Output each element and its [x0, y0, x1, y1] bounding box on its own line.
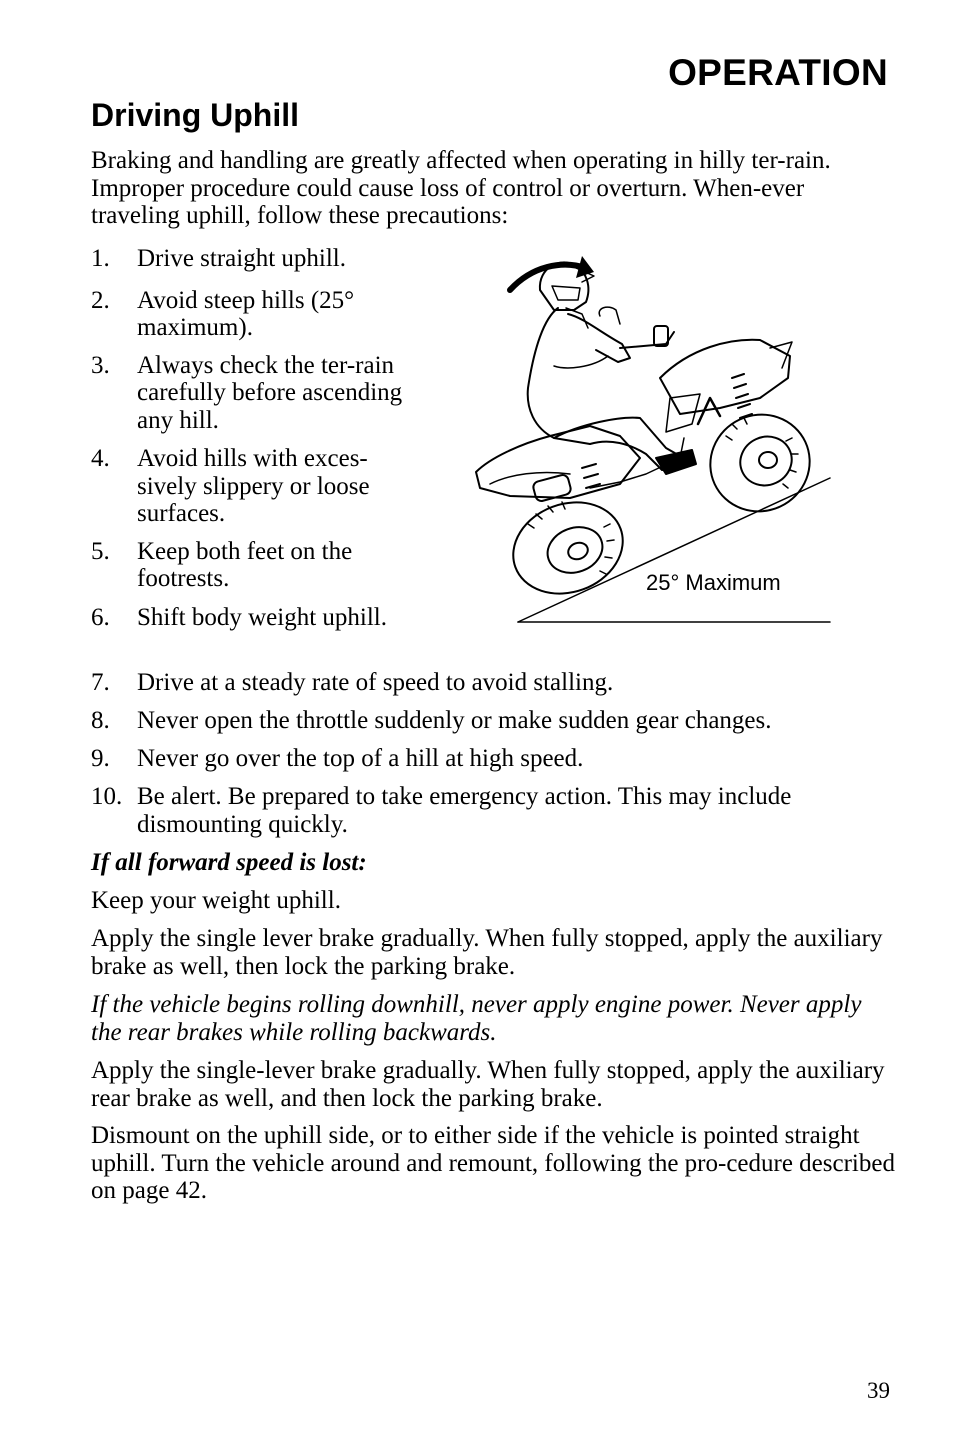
page-heading: Driving Uphill [91, 97, 299, 133]
precautions-list-upper [91, 245, 411, 631]
atv-uphill-figure [470, 248, 840, 628]
list-item: 9. Never go over the top of a hill at high speed. [91, 745, 584, 772]
list-item: 6. Shift body weight uphill. [91, 603, 387, 631]
paragraph-warning: If the vehicle begins rolling downhill, never apply engine power. Never apply the rear brakes while rolling backwards. [91, 991, 862, 1046]
paragraph-keep-weight: Keep your weight uphill. [91, 887, 341, 914]
list-item: 2. Avoid steep hills (25° maximum). [91, 286, 355, 341]
page-number: 39 [867, 1378, 890, 1403]
list-item: 7. Drive at a steady rate of speed to avoid stalling. [91, 669, 614, 696]
list-item: 10. Be alert. Be prepared to take emergency action. This may include dismounting quickly. [91, 783, 792, 838]
paragraph-dismount: Dismount on the uphill side, or to either side if the vehicle is pointed straight uphill. Turn the vehicle around and remount, following the pro-cedure described on page 42. [91, 1122, 895, 1204]
intro-paragraph: Braking and handling are greatly affected when operating in hilly ter-rain. Improper procedure could cause loss of control or overturn. When-ever traveling uphill, follow these precautions: [91, 147, 831, 229]
list-item: 5. Keep both feet on the footrests. [91, 537, 353, 592]
section-title: OPERATION [668, 52, 888, 93]
list-item: 3. Always check the ter-rain carefully before ascending any hill. [91, 351, 403, 434]
precautions-list-lower [91, 669, 896, 849]
paragraph-apply-brake-1: Apply the single lever brake gradually. When fully stopped, apply the auxiliary brake as well, then lock the parking brake. [91, 925, 883, 980]
subheading-forward-speed-lost: If all forward speed is lost: [91, 849, 367, 876]
list-item: 4. Avoid hills with exces-sively slippery or loose surfaces. [91, 445, 370, 527]
paragraph-apply-brake-2: Apply the single-lever brake gradually. When fully stopped, apply the auxiliary rear brake as well, and then lock the parking brake. [91, 1057, 885, 1112]
figure-caption: 25° Maximum [646, 570, 781, 595]
list-item: 1. Drive straight uphill. [91, 245, 346, 272]
list-item: 8. Never open the throttle suddenly or make sudden gear changes. [91, 707, 772, 734]
